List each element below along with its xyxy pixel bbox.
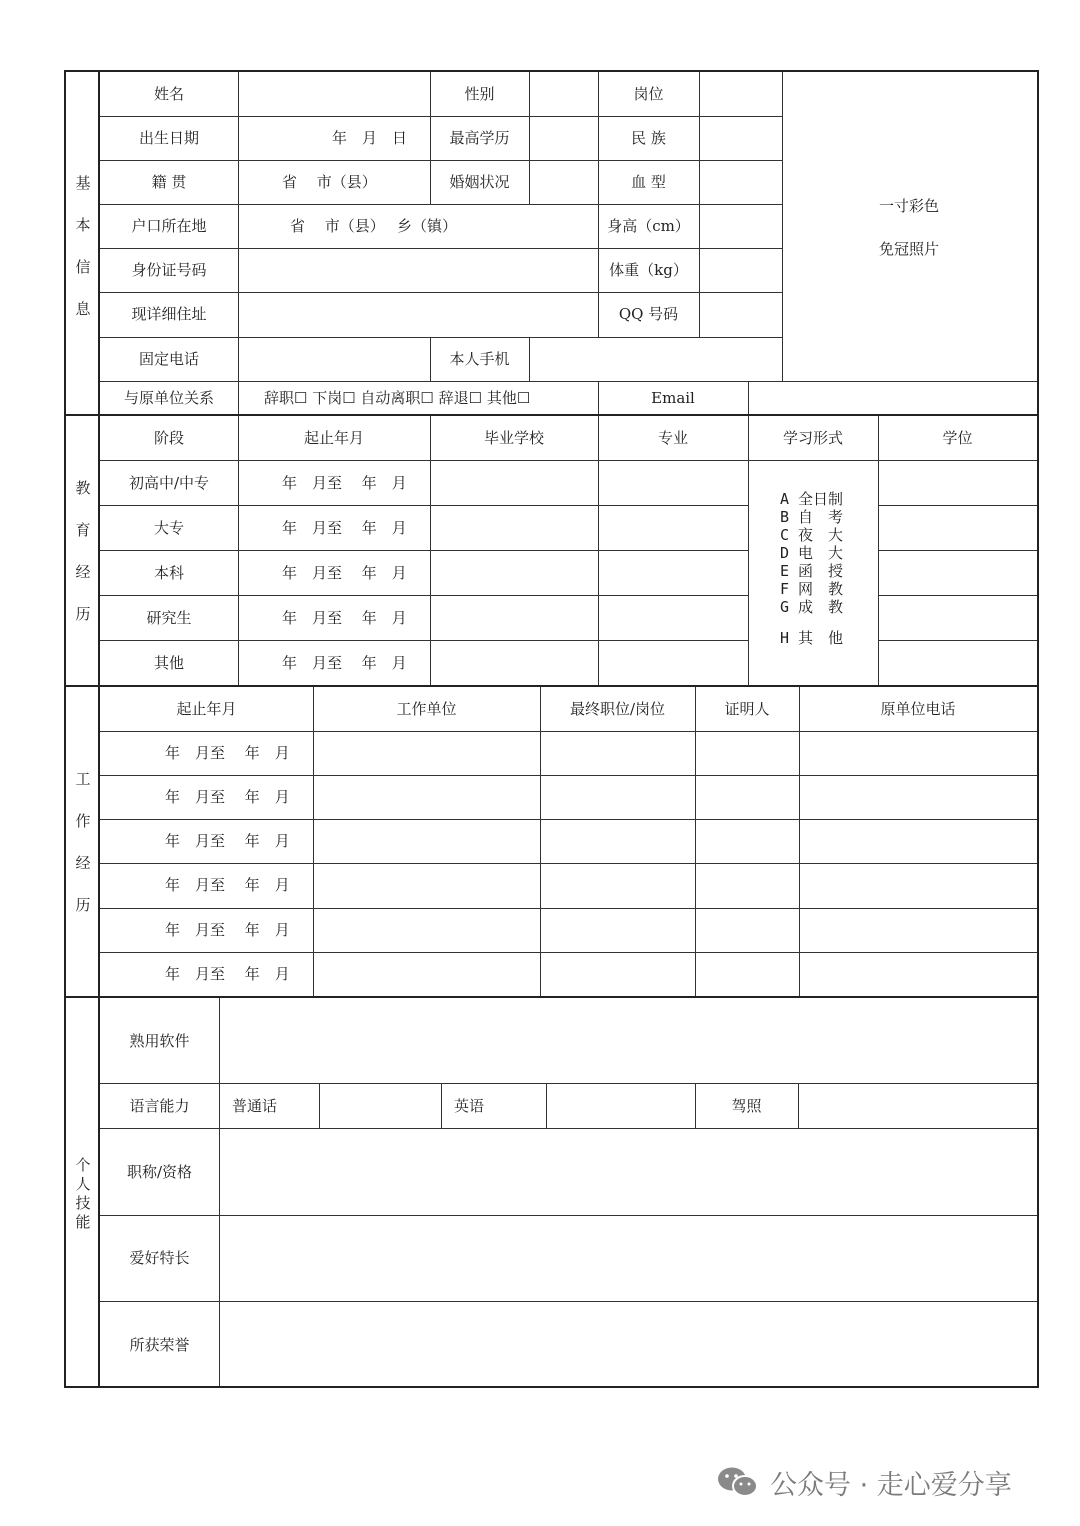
edu-stage-label: 其他	[153, 654, 184, 672]
email-field[interactable]	[749, 381, 1037, 414]
label-ethnicity: 民 族	[631, 129, 666, 147]
position-field[interactable]	[700, 72, 782, 116]
label-height: 身高（cm）	[607, 217, 690, 235]
photo-text-2: 免冠照片	[879, 240, 940, 258]
label-id: 身份证号码	[131, 261, 207, 279]
origin-field[interactable]: 省 市（县）	[282, 173, 377, 191]
gender-field[interactable]	[530, 72, 598, 116]
hukou-field[interactable]: 省 市（县） 乡（镇）	[290, 217, 458, 235]
label-position: 岗位	[633, 85, 664, 103]
section-divider-education	[66, 685, 1037, 687]
label-education: 最高学历	[449, 129, 510, 147]
work-period-field[interactable]: 年 月至 年 月	[165, 921, 290, 939]
edu-stage-label: 本科	[153, 564, 184, 582]
work-header-phone: 原单位电话	[880, 700, 956, 718]
section-label-work: 工 作 经 历	[75, 770, 91, 914]
marital-field[interactable]	[530, 160, 598, 204]
work-header-reference: 证明人	[724, 700, 770, 718]
photo-box[interactable]	[783, 72, 1037, 381]
label-qq: QQ 号码	[618, 305, 679, 323]
photo-text-1: 一寸彩色	[879, 197, 940, 215]
wechat-icon	[716, 1464, 760, 1500]
study-form-option: F 网 教	[780, 580, 844, 598]
license-field[interactable]	[799, 1083, 1037, 1128]
label-phone: 固定电话	[138, 350, 199, 368]
study-form-option: D 电 大	[780, 544, 844, 562]
watermark	[716, 1462, 1012, 1502]
label-mandarin: 普通话	[232, 1097, 278, 1115]
work-period-field[interactable]: 年 月至 年 月	[165, 832, 290, 850]
ethnicity-field[interactable]	[700, 116, 782, 160]
edu-stage-label: 大专	[153, 519, 184, 537]
watermark-text: 公众号 · 走心爱分享	[770, 1469, 1012, 1501]
edu-header-period: 起止年月	[303, 429, 364, 447]
label-hobby: 爱好特长	[129, 1249, 190, 1267]
relation-options[interactable]: 辞职☐ 下岗☐ 自动离职☐ 辞退☐ 其他☐	[264, 389, 531, 407]
honors-field[interactable]	[220, 1301, 1037, 1386]
hobby-field[interactable]	[220, 1215, 1037, 1301]
label-hukou: 户口所在地	[131, 217, 207, 235]
label-mobile: 本人手机	[449, 350, 510, 368]
mandarin-field[interactable]	[320, 1083, 441, 1128]
section-label-skills: 个 人 技 能	[75, 1156, 91, 1231]
label-title: 职称/资格	[126, 1163, 193, 1181]
edu-header-degree: 学位	[942, 429, 973, 447]
resume-form	[64, 70, 1039, 1388]
work-header-company: 工作单位	[396, 700, 457, 718]
work-period-field[interactable]: 年 月至 年 月	[165, 965, 290, 983]
weight-field[interactable]	[700, 248, 782, 292]
section-label-basic: 基 本 信 息	[75, 174, 91, 318]
label-weight: 体重（kg）	[609, 261, 688, 279]
education-field[interactable]	[530, 116, 598, 160]
study-form-option: E 函 授	[780, 562, 844, 580]
edu-header-stage: 阶段	[153, 429, 184, 447]
section-label-education: 教 育 经 历	[75, 479, 91, 623]
study-form-option: G 成 教	[780, 598, 844, 616]
study-form-option: H 其 他	[780, 629, 844, 647]
english-field[interactable]	[547, 1083, 695, 1128]
title-field[interactable]	[220, 1128, 1037, 1215]
edu-header-school: 毕业学校	[483, 429, 544, 447]
edu-period-field[interactable]: 年 月至 年 月	[282, 654, 407, 672]
phone-field[interactable]	[239, 337, 429, 381]
name-field[interactable]	[239, 72, 429, 116]
edu-period-field[interactable]: 年 月至 年 月	[282, 474, 407, 492]
label-birth: 出生日期	[138, 129, 199, 147]
label-blood: 血 型	[631, 173, 666, 191]
label-license: 驾照	[731, 1097, 762, 1115]
label-relation: 与原单位关系	[123, 389, 214, 407]
work-header-position: 最终职位/岗位	[569, 700, 666, 718]
label-honors: 所获荣誉	[129, 1336, 190, 1354]
address-field[interactable]	[239, 292, 598, 337]
id-field[interactable]	[239, 248, 598, 292]
label-email: Email	[651, 389, 695, 407]
label-gender: 性别	[464, 85, 495, 103]
work-header-period: 起止年月	[176, 700, 237, 718]
label-software: 熟用软件	[129, 1032, 190, 1050]
edu-period-field[interactable]: 年 月至 年 月	[282, 609, 407, 627]
label-language: 语言能力	[129, 1097, 190, 1115]
edu-header-form: 学习形式	[782, 429, 843, 447]
study-form-option: C 夜 大	[780, 526, 844, 544]
qq-field[interactable]	[700, 292, 782, 337]
study-form-option: B 自 考	[780, 508, 844, 526]
study-form-option: A 全日制	[780, 490, 844, 508]
work-period-field[interactable]: 年 月至 年 月	[165, 744, 290, 762]
edu-header-major: 专业	[657, 429, 688, 447]
label-marital: 婚姻状况	[449, 173, 510, 191]
edu-stage-label: 研究生	[146, 609, 192, 627]
label-origin: 籍 贯	[151, 173, 187, 191]
edu-stage-label: 初高中/中专	[128, 474, 210, 492]
work-period-field[interactable]: 年 月至 年 月	[165, 788, 290, 806]
edu-period-field[interactable]: 年 月至 年 月	[282, 519, 407, 537]
label-name: 姓名	[153, 85, 184, 103]
edu-period-field[interactable]: 年 月至 年 月	[282, 564, 407, 582]
label-english: 英语	[454, 1097, 485, 1115]
software-field[interactable]	[220, 998, 1037, 1083]
label-address: 现详细住址	[131, 305, 207, 323]
mobile-field[interactable]	[530, 337, 782, 381]
height-field[interactable]	[700, 204, 782, 248]
work-period-field[interactable]: 年 月至 年 月	[165, 876, 290, 894]
blood-field[interactable]	[700, 160, 782, 204]
section-divider-basic	[66, 414, 1037, 416]
birth-date-field[interactable]: 年 月 日	[332, 129, 408, 147]
